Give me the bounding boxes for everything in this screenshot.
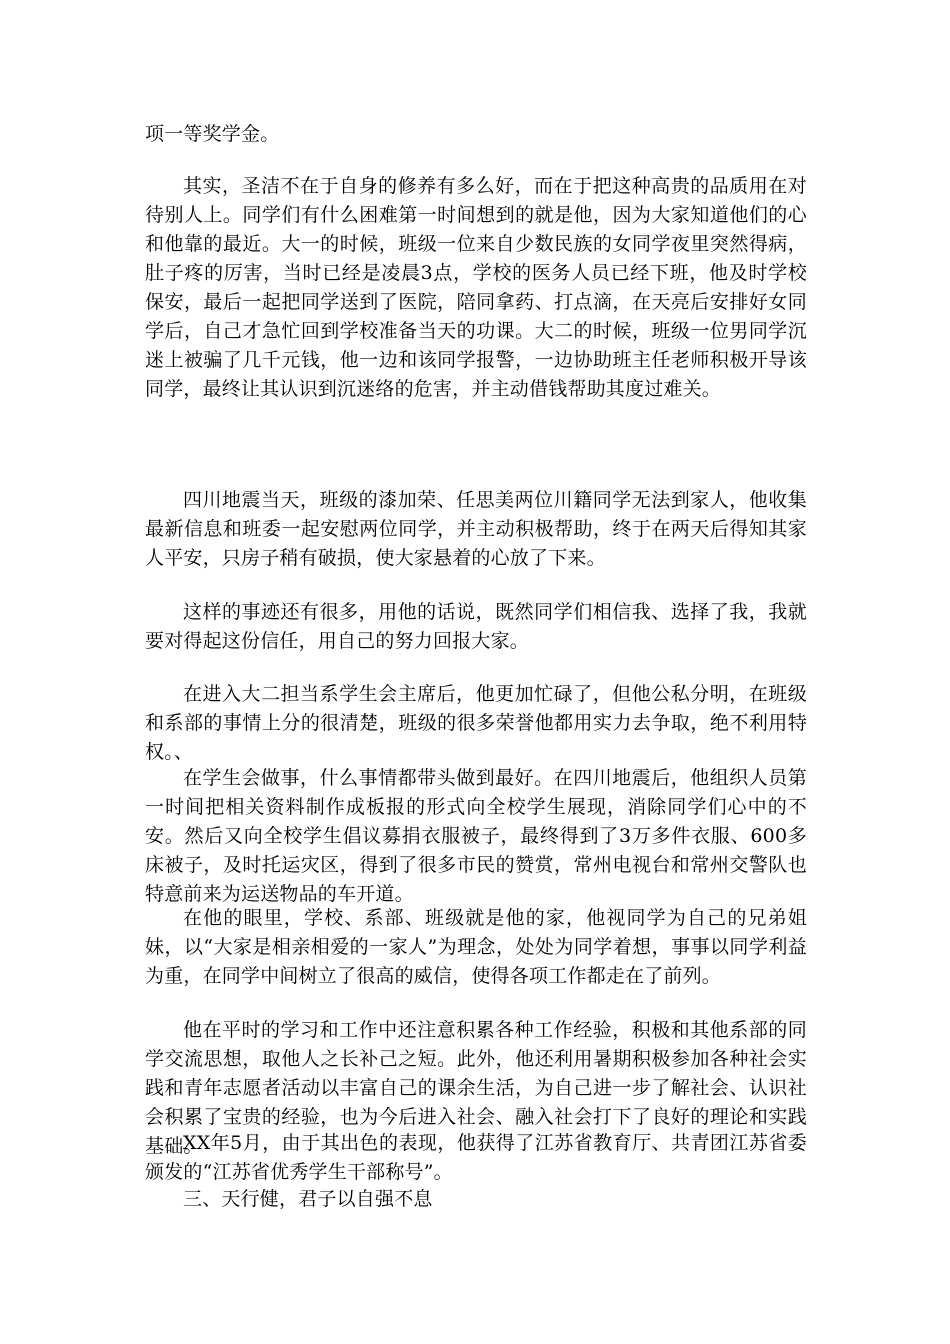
paragraph-many-deeds: 这样的事迹还有很多，用他的话说，既然同学们相信我、选择了我，我就要对得起这份信任，用自己的努力回报大家。 [145,601,807,652]
paragraph-award: XX年5月，由于其出色的表现，他获得了江苏省教育厅、共青团江苏省委颁发的“江苏省优秀学生干部称号”。 [145,1132,807,1183]
section-heading: 三、天行健，君子以自强不息 [183,1188,433,1210]
paragraph-student-union-work: 在学生会做事，什么事情都带头做到最好。在四川地震后，他组织人员第一时间把相关资料制作成板报的形式向全校学生展现，消除同学们心中的不安。然后又向全校学生倡议募捐衣服被子，最终得到了3万多件衣服、600多床被子，及时托运灾区，得到了很多市民的赞赏，常州电视台和常州交警队也特意前来为运送物品的车开道。 [145,767,807,905]
paragraph-classmates-help: 其实，圣洁不在于自身的修养有多么好，而在于把这种高贵的品质用在对待别人上。同学们有什么困难第一时间想到的就是他，因为大家知道他们的心和他靠的最近。大一的时候，班级一位来自少数民族的女同学夜里突然得病，肚子疼的厉害，当时已经是凌晨3点，学校的医务人员已经下班，他及时学校保安，最后一起把同学送到了医院，陪同拿药、打点滴，在天亮后安排好女同学后，自己才急忙回到学校准备当天的功课。大二的时候，班级一位男同学沉迷上被骗了几千元钱，他一边和该同学报警，一边协助班主任老师积极开导该同学，最终让其认识到沉迷络的危害，并主动借钱帮助其度过难关。 [145,175,807,400]
paragraph-sichuan-earthquake: 四川地震当天，班级的漆加荣、任思美两位川籍同学无法到家人，他收集最新信息和班委一起安慰两位同学，并主动积极帮助，终于在两天后得知其家人平安，只房子稍有破损，使大家悬着的心放了下来。 [145,489,807,569]
paragraph-home-family: 在他的眼里，学校、系部、班级就是他的家，他视同学为自己的兄弟姐妹，以“大家是相亲相爱的一家人”为理念，处处为同学着想，事事以同学利益为重，在同学中间树立了很高的威信，使得各项工作都走在了前列。 [145,907,807,987]
paragraph-experience: 他在平时的学习和工作中还注意积累各种工作经验，积极和其他系部的同学交流思想，取他人之长补己之短。此外，他还利用暑期积极参加各种社会实践和青年志愿者活动以丰富自己的课余生活，为自己进一步了解社会、认识社会积累了宝贵的经验，也为今后进入社会、融入社会打下了良好的理论和实践基础。 [145,1019,807,1157]
paragraph-student-union-chair: 在进入大二担当系学生会主席后，他更加忙碌了，但他公私分明，在班级和系部的事情上分的很清楚，班级的很多荣誉他都用实力去争取，绝不利用特权。、 [145,683,807,763]
paragraph-continuation: 项一等奖学金。 [145,123,280,145]
